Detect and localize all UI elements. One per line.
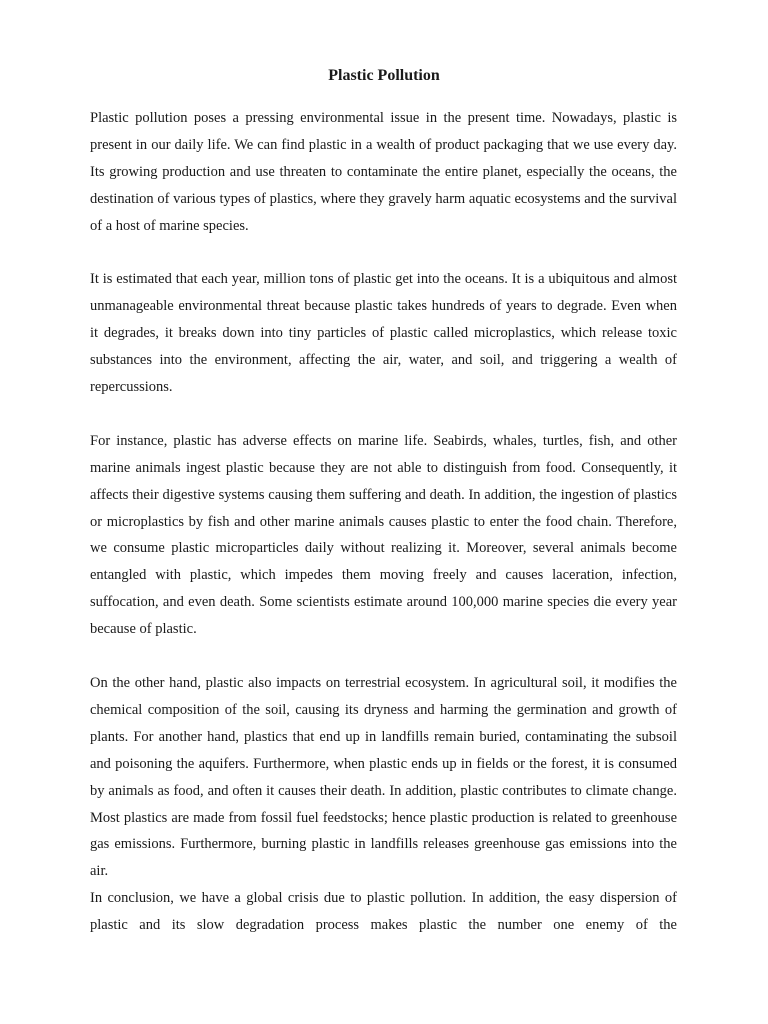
paragraph-conclusion: In conclusion, we have a global crisis due to plastic pollution. In addition, the easy dispersion of plastic and its slow degradation process makes plastic the number one enemy of the xyxy=(90,890,677,934)
paragraph-ocean-threat: It is estimated that each year, million tons of plastic get into the oceans. It is a ubiquitous and almost unmanageable environmental threat because plastic takes hundreds of years to degrade. Even when it degrades, it breaks down into tiny particles of plastic called microplastics, which release toxic substances into the environment, affecting the air, water, and soil, and triggering a wealth of repercussions. xyxy=(90,271,677,396)
document-body xyxy=(90,105,677,939)
document-title: Plastic Pollution xyxy=(328,67,440,84)
paragraph-terrestrial: On the other hand, plastic also impacts on terrestrial ecosystem. In agricultural soil, it modifies the chemical composition of the soil, causing its dryness and harming the germination and growth of plants. For another hand, plastics that end up in landfills remain buried, contaminating the subsoil and poisoning the aquifers. Furthermore, when plastic ends up in fields or the forest, it is consumed by animals as food, and often it causes their death. In addition, plastic contributes to climate change. Most plastics are made from fossil fuel feedstocks; hence plastic production is related to greenhouse gas emissions. Furthermore, burning plastic in landfills releases greenhouse gas emissions into the air. xyxy=(90,674,677,880)
paragraph-marine-life: For instance, plastic has adverse effects on marine life. Seabirds, whales, turtles, fish, and other marine animals ingest plastic because they are not able to distinguish from food. Consequently, it affects their digestive systems causing them suffering and death. In addition, the ingestion of plastics or microplastics by fish and other marine animals causes plastic to enter the food chain. Therefore, we consume plastic microparticles daily without realizing it. Moreover, several animals become entangled with plastic, which impedes them moving freely and causes laceration, infection, suffocation, and even death. Some scientists estimate around 100,000 marine species die every year because of plastic. xyxy=(90,432,677,638)
paragraph-intro: Plastic pollution poses a pressing environmental issue in the present time. Nowadays, plastic is present in our daily life. We can find plastic in a wealth of product packaging that we use every day. Its growing production and use threaten to contaminate the entire planet, especially the oceans, the destination of various types of plastics, where they gravely harm aquatic ecosystems and the survival of a host of marine species. xyxy=(90,110,677,234)
